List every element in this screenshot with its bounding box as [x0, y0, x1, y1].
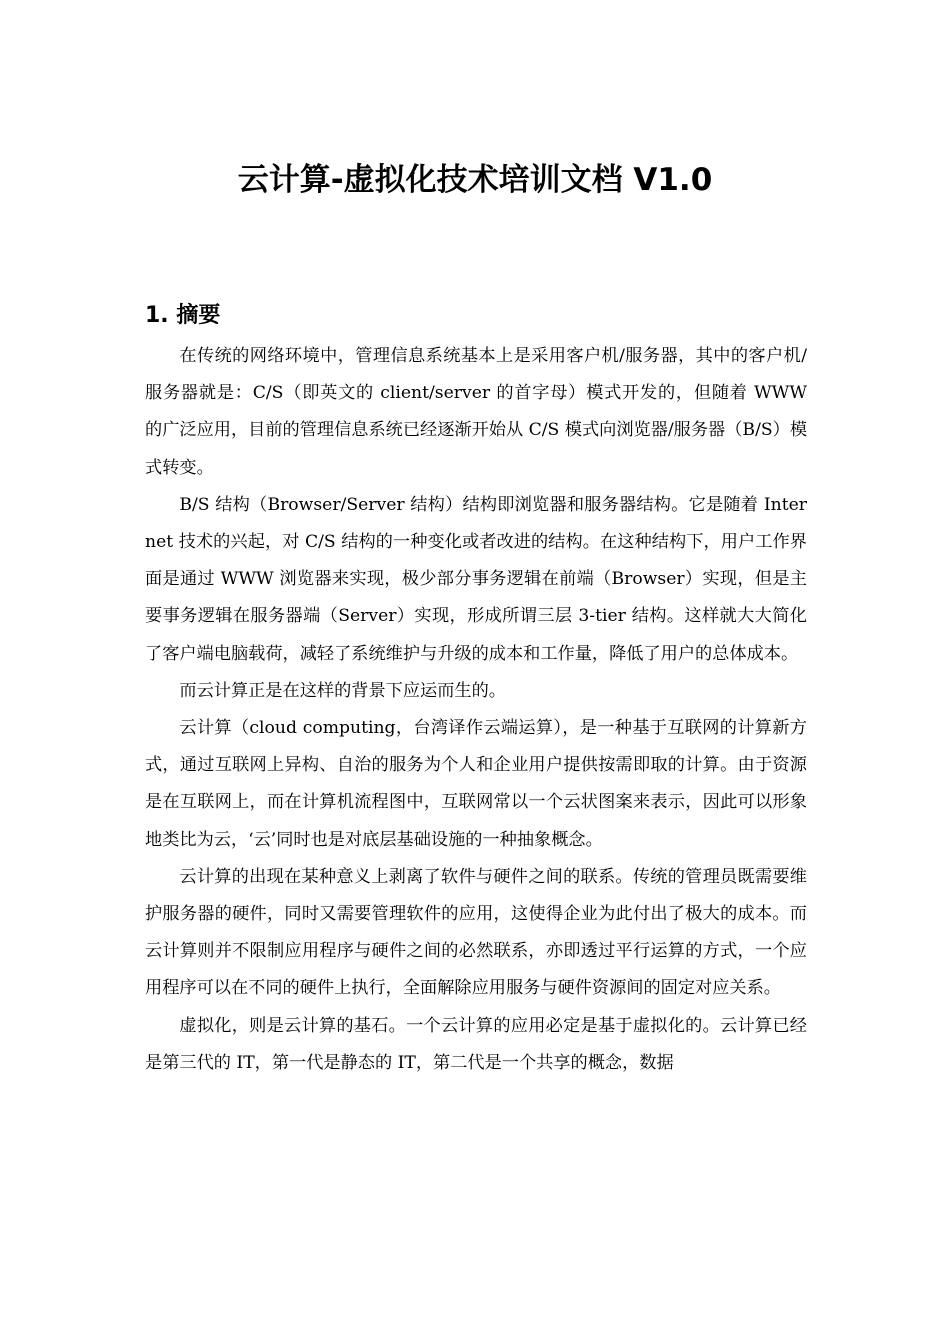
paragraph: 云计算的出现在某种意义上剥离了软件与硬件之间的联系。传统的管理员既需要维护服务器的硬件，同时又需要管理软件的应用，这使得企业为此付出了极大的成本。而云计算则并不限制应用程序与硬件之间的必然联系，亦即透过平行运算的方式，一个应用程序可以在不同的硬件上执行，全面解除应用服务与硬件资源间的固定对应关系。	[145, 866, 807, 999]
document-title: 云计算-虚拟化技术培训文档 V1.0	[237, 162, 713, 198]
section-heading-summary: 1. 摘要	[145, 303, 221, 328]
paragraph: 而云计算正是在这样的背景下应运而生的。	[179, 680, 506, 701]
paragraph: B/S 结构（Browser/Server 结构）结构即浏览器和服务器结构。它是随着 Internet 技术的兴起，对 C/S 结构的一种变化或者改进的结构。在这种结构下，用户工作界面是通过 WWW 浏览器来实现，极少部分事务逻辑在前端（Browser）实现，但是主要事务逻辑在服务器端（Server）实现，形成所谓三层 3-tier 结构。这样就大大简化了客户端电脑载荷，减轻了系统维护与升级的成本和工作量，降低了用户的总体成本。	[145, 494, 807, 664]
section-body	[145, 338, 807, 1082]
paragraph: 云计算（cloud computing，台湾译作云端运算），是一种基于互联网的计算新方式，通过互联网上异构、自治的服务为个人和企业用户提供按需即取的计算。由于资源是在互联网上，而在计算机流程图中，互联网常以一个云状图案来表示，因此可以形象地类比为云，‘云’同时也是对底层基础设施的一种抽象概念。	[145, 718, 807, 850]
paragraph: 在传统的网络环境中，管理信息系统基本上是采用客户机/服务器，其中的客户机/服务器就是：C/S（即英文的 client/server 的首字母）模式开发的，但随着 WWW 的广泛应用，目前的管理信息系统已经逐渐开始从 C/S 模式向浏览器/服务器（B/S）模式转变。	[145, 346, 808, 478]
paragraph: 虚拟化，则是云计算的基石。一个云计算的应用必定是基于虚拟化的。云计算已经是第三代的 IT，第一代是静态的 IT，第二代是一个共享的概念，数据	[145, 1015, 807, 1073]
